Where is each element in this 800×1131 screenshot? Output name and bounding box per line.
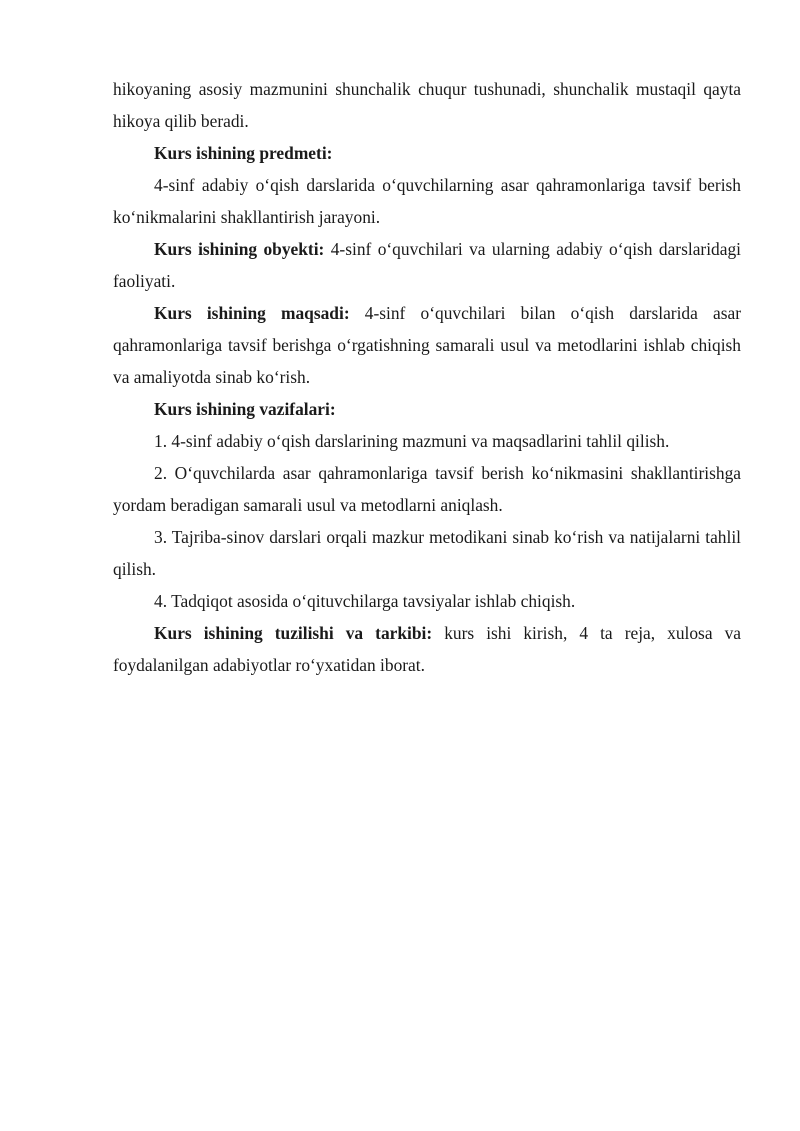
paragraph-tasks-heading: [113, 393, 741, 425]
paragraph-goal: [113, 297, 741, 393]
subject-label: Kurs ishining predmeti:: [154, 143, 333, 163]
object-text: 4-sinf o‘quvchilari va ularning adabiy o‘qish darslaridagi faoliyati.: [113, 239, 741, 291]
task-item-3: 3. Tajriba-sinov darslari orqali mazkur metodikani sinab ko‘rish va natijalarni tahlil qilish.: [113, 527, 741, 579]
paragraph-object: [113, 233, 741, 297]
paragraph-subject-heading: [113, 137, 741, 169]
task-item-4: 4. Tadqiqot asosida o‘qituvchilarga tavsiyalar ishlab chiqish.: [154, 591, 576, 611]
tasks-label: Kurs ishining vazifalari:: [154, 399, 336, 419]
structure-text: kurs ishi kirish, 4 ta reja, xulosa va foydalanilgan adabiyotlar ro‘yxatidan iborat.: [113, 623, 741, 675]
paragraph-subject-text: 4-sinf adabiy o‘qish darslarida o‘quvchilarning asar qahramonlariga tavsif berish ko‘nikmalarini shakllantirish jarayoni.: [113, 175, 741, 227]
document-body: [113, 73, 741, 681]
structure-label: Kurs ishining tuzilishi va tarkibi:: [154, 623, 433, 643]
goal-label: Kurs ishining maqsadi:: [154, 303, 350, 323]
paragraph-continuation: hikoyaning asosiy mazmunini shunchalik chuqur tushunadi, shunchalik mustaqil qayta hikoya qilib beradi.: [113, 79, 741, 131]
task-item-2: 2. O‘quvchilarda asar qahramonlariga tavsif berish ko‘nikmasini shakllantirishga yordam beradigan samarali usul va metodlarni aniqlash.: [113, 463, 741, 515]
object-label: Kurs ishining obyekti:: [154, 239, 325, 259]
paragraph-structure: [113, 617, 741, 681]
task-item-1: 1. 4-sinf adabiy o‘qish darslarining mazmuni va maqsadlarini tahlil qilish.: [154, 431, 670, 451]
goal-text: 4-sinf o‘quvchilari bilan o‘qish darslarida asar qahramonlariga tavsif berishga o‘rgatishning samarali usul va metodlarini ishlab chiqish va amaliyotda sinab ko‘rish.: [113, 303, 741, 387]
